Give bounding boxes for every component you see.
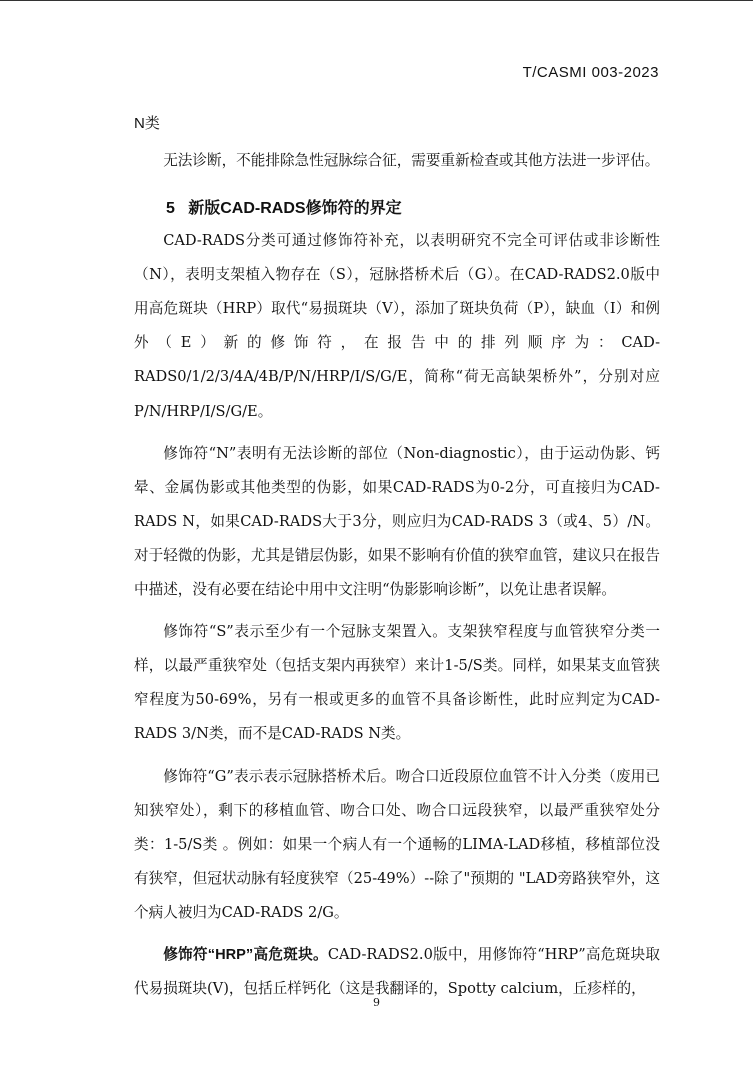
hrp-text: CAD-RADS2.0版中，用修饰符“HRP”高危斑块取代易损斑块(V)，包括丘样钙化（这是我翻译的，Spotty calcium，丘疹样的， bbox=[134, 945, 660, 998]
section-number: 5 bbox=[166, 200, 175, 218]
n-class-heading: N类 bbox=[134, 115, 160, 132]
paragraph-modifier-s: 修饰符“S”表示至少有一个冠脉支架置入。支架狭窄程度与血管狭窄分类一样，以最严重狭窄处（包括支架内再狭窄）来计1-5/S类。同样，如果某支血管狭窄程度为50-69%，另有一根或更多的血管不具备诊断性，此时应判定为CAD-RADS 3/N类，而不是CAD-RADS N类。 bbox=[134, 623, 660, 743]
hrp-lead: 修饰符“HRP”高危斑块。 bbox=[163, 946, 328, 963]
top-border-line bbox=[0, 0, 753, 1]
n-class-text: 无法诊断，不能排除急性冠脉综合征，需要重新检查或其他方法进一步评估。 bbox=[163, 152, 660, 169]
section-heading bbox=[134, 192, 660, 224]
document-code: T/CASMI 003-2023 bbox=[522, 64, 659, 81]
paragraph-modifiers-overview: CAD-RADS分类可通过修饰符补充，以表明研究不完全可评估或非诊断性（N），表明支架植入物存在（S），冠脉搭桥术后（G）。在CAD-RADS2.0版中用高危斑块（HRP）取代“易损斑块（V），添加了斑块负荷（P），缺血（I）和例外（E）新的修饰符，在报告中的排列顺序为：CAD-RADS0/1/2/3/4A/4B/P/N/HRP/I/S/G/E，简称“荷无高缺架桥外”，分别对应P/N/HRP/I/S/G/E。 bbox=[134, 232, 660, 420]
page-content bbox=[134, 108, 660, 1006]
section-title-text: 新版CAD-RADS修饰符的界定 bbox=[188, 200, 402, 218]
paragraph-modifier-g: 修饰符“G”表示表示冠脉搭桥术后。吻合口近段原位血管不计入分类（废用已知狭窄处），剩下的移植血管、吻合口处、吻合口远段狭窄，以最严重狭窄处分类：1-5/S类 。例如：如果一个病人有一个通畅的LIMA-LAD移植，移植部位没有狭窄，但冠状动脉有轻度狭窄（25-49%）--除了"预期的 "LAD旁路狭窄外，这个病人被归为CAD-RADS 2/G。 bbox=[134, 767, 660, 921]
page-number: 9 bbox=[373, 996, 380, 1009]
paragraph-modifier-n: 修饰符“N”表明有无法诊断的部位（Non-diagnostic），由于运动伪影、钙晕、金属伪影或其他类型的伪影，如果CAD-RADS为0-2分，可直接归为CAD-RADS N，如果CAD-RADS大于3分，则应归为CAD-RADS 3（或4、5）/N。对于轻微的伪影，尤其是错层伪影，如果不影响有价值的狭窄血管，建议只在报告中描述，没有必要在结论中用中文注明“伪影影响诊断”，以免让患者误解。 bbox=[134, 444, 660, 599]
